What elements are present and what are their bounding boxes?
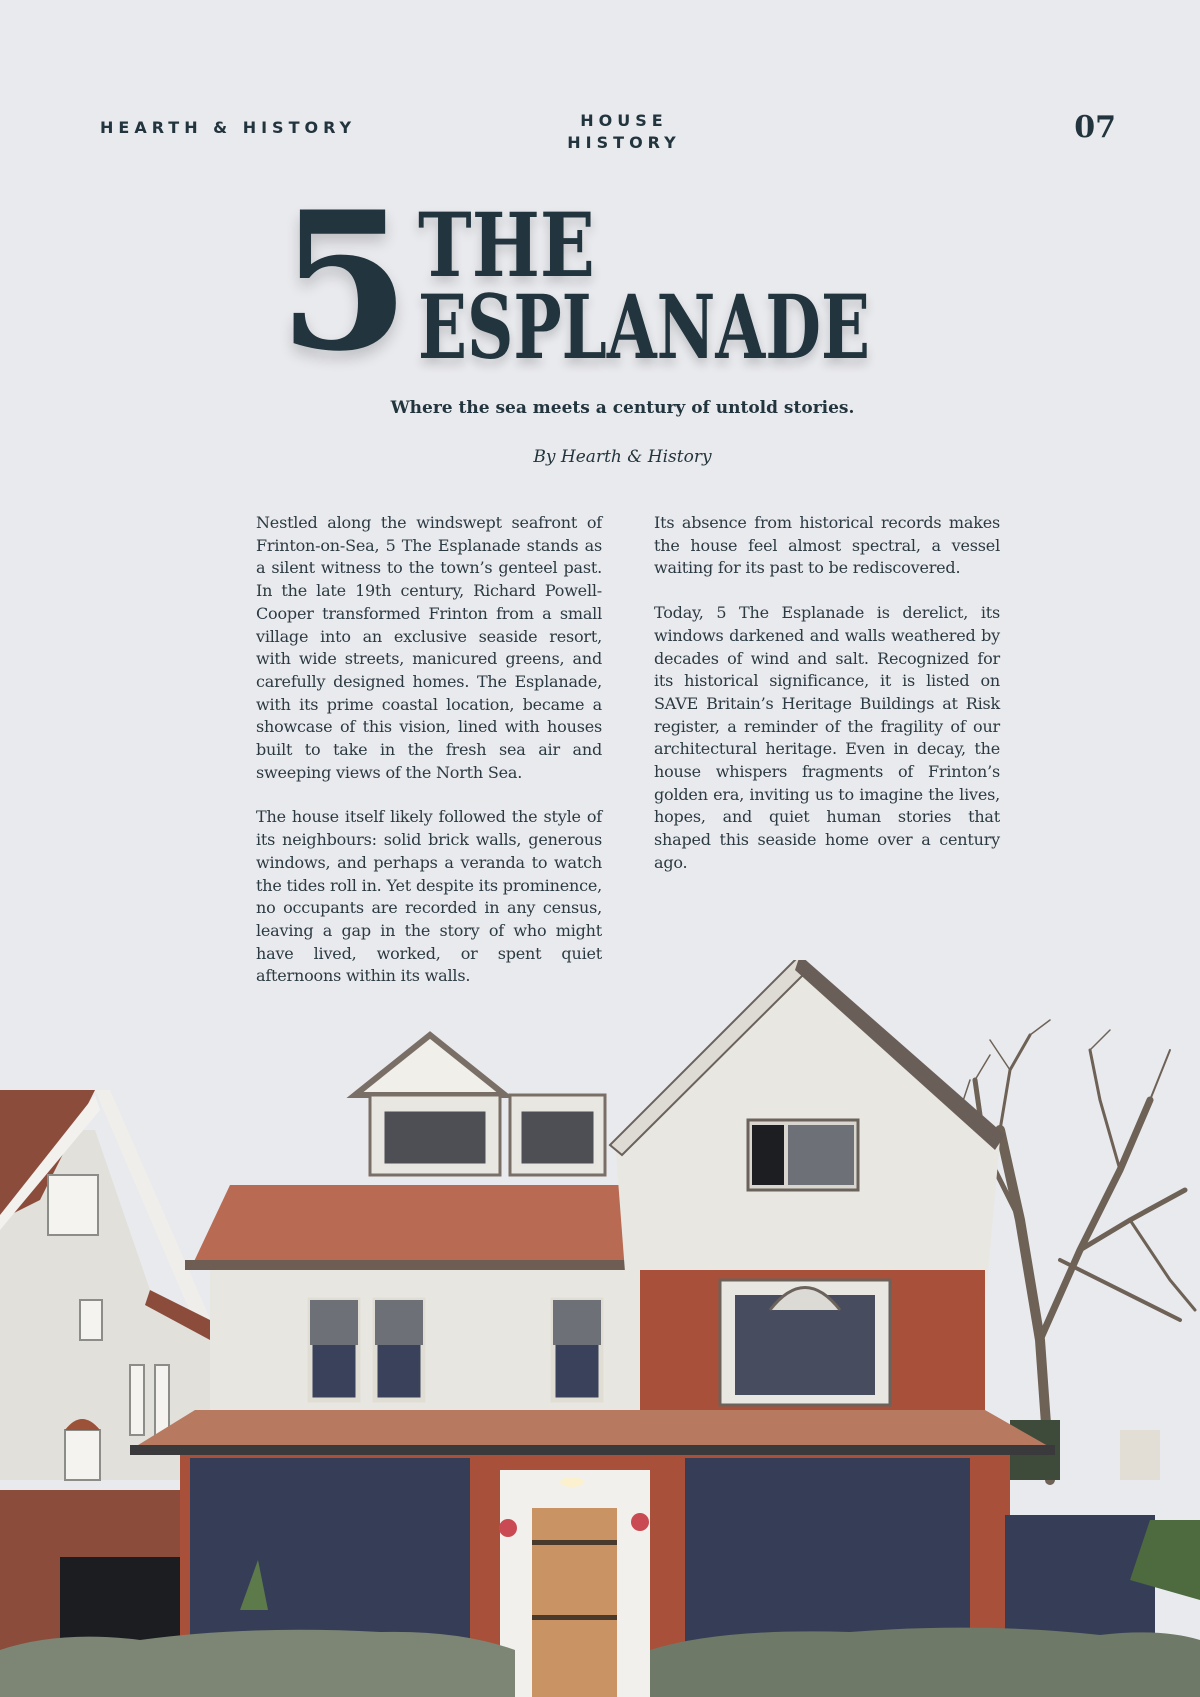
- title-line-2: ESPLANADE: [418, 275, 870, 379]
- title-house-number: 5: [278, 170, 411, 393]
- distant-house: [1120, 1430, 1160, 1480]
- article-subtitle: Where the sea meets a century of untold stories.: [390, 398, 855, 418]
- section-label-line2: HISTORY: [567, 133, 681, 152]
- page-number: 07: [1074, 110, 1116, 145]
- article-paragraph: The house itself likely followed the style of its neighbours: solid brick walls, generous windows, and perhaps a veranda to watch the tides roll in. Yet despite its prominence, no occupants are recorded in any census, leaving a gap in the story of who might have lived, worked, or spent quiet afternoons within its walls.: [256, 807, 602, 986]
- title-line-1: THE: [418, 193, 595, 297]
- page-header: [100, 108, 1116, 158]
- article-title: [0, 170, 1200, 393]
- section-label-line1: HOUSE: [580, 111, 668, 130]
- article-column-left: [256, 512, 602, 1010]
- article-paragraph: Today, 5 The Esplanade is derelict, its windows darkened and walls weathered by decades of wind and salt. Recognized for its historical significance, it is listed on SAVE Britain’s Heritage Buildings at Risk register, a reminder of the fragility of our architectural heritage. Even in decay, the house whispers fragments of Frinton’s golden era, inviting us to imagine the lives, hopes, and quiet human stories that shaped this seaside home over a century ago.: [654, 603, 1000, 872]
- brand-name: HEARTH & HISTORY: [100, 118, 357, 137]
- bare-tree: [960, 1020, 1195, 1480]
- main-house: [130, 960, 1155, 1697]
- house-photo: [0, 960, 1200, 1697]
- section-label: [524, 110, 724, 154]
- article-column-right: [654, 512, 1000, 897]
- article-paragraph: Nestled along the windswept seafront of Frinton-on-Sea, 5 The Esplanade stands as a silent witness to the town’s genteel past. In the late 19th century, Richard Powell-Cooper transformed Frinton from a small village into an exclusive seaside resort, with wide streets, manicured greens, and carefully designed homes. The Esplanade, with its prime coastal location, became a showcase of this vision, lined with houses built to take in the fresh sea air and sweeping views of the North Sea.: [256, 513, 602, 782]
- article-byline: By Hearth & History: [533, 447, 712, 467]
- article-paragraph: Its absence from historical records makes the house feel almost spectral, a vessel waiting for its past to be rediscovered.: [654, 513, 1000, 578]
